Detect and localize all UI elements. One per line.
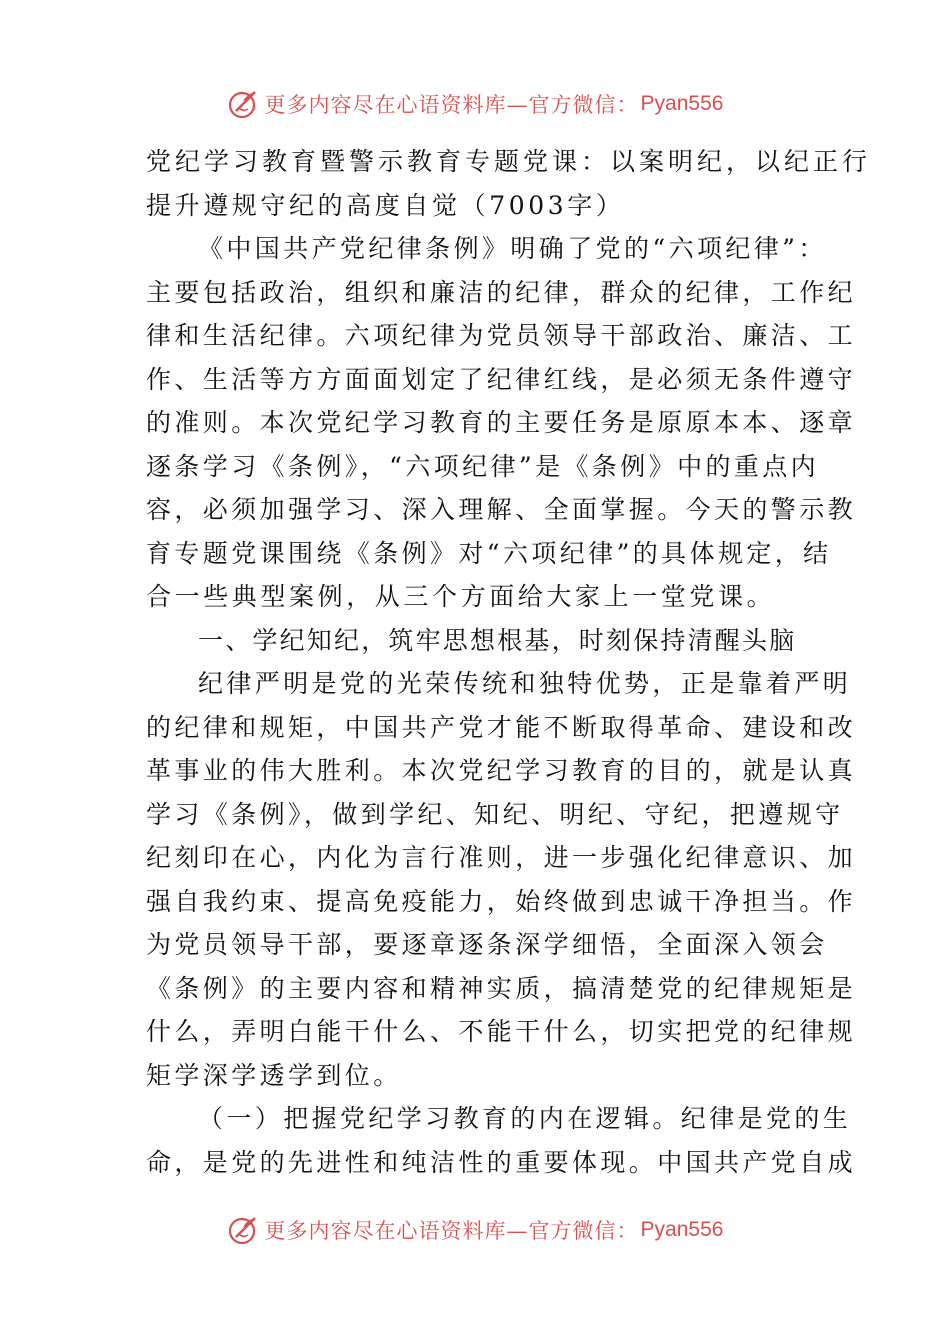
paragraph-2-line: 纪刻印在心，内化为言行准则，进一步强化纪律意识、加 <box>146 843 857 872</box>
quill-pen-icon <box>227 1213 261 1247</box>
paragraph-1-line: 《中国共产党纪律条例》明确了党的“六项纪律”： <box>198 234 827 263</box>
paragraph-2-line: 革事业的伟大胜利。本次党纪学习教育的目的，就是认真 <box>146 756 857 785</box>
paragraph-1-line: 作、生活等方方面面划定了纪律红线，是必须无条件遵守 <box>146 364 857 394</box>
document-body <box>146 140 872 1184</box>
paragraph-2-line: 强自我约束、提高免疫能力，始终做到忠诚干净担当。作 <box>146 886 857 916</box>
paragraph-2-line: 什么，弄明白能干什么、不能干什么，切实把党的纪律规 <box>146 1017 857 1046</box>
paragraph-3-line: （一）把握党纪学习教育的内在逻辑。纪律是党的生 <box>198 1104 852 1133</box>
paragraph-1-line: 的准则。本次党纪学习教育的主要任务是原原本本、逐章 <box>146 408 857 437</box>
title-line-2: 提升遵规守纪的高度自觉（7003字） <box>146 190 625 220</box>
paragraph-2-line: 学习《条例》，做到学纪、知纪、明纪、守纪，把遵规守 <box>146 799 844 829</box>
paragraph-2-line: 的纪律和规矩，中国共产党才能不断取得革命、建设和改 <box>146 712 857 742</box>
title-line-1: 党纪学习教育暨警示教育专题党课：以案明纪，以纪正行 <box>146 147 872 176</box>
watermark-text: 更多内容尽在心语资料库—官方微信： <box>264 1219 639 1243</box>
paragraph-1-line: 合一些典型案例，从三个方面给大家上一堂党课。 <box>146 582 776 611</box>
paragraph-1-line: 主要包括政治，组织和廉洁的纪律，群众的纪律，工作纪 <box>146 277 857 307</box>
paragraph-2-line: 为党员领导干部，要逐章逐条深学细悟，全面深入领会 <box>146 930 828 959</box>
section-heading-1: 一、学纪知纪，筑牢思想根基，时刻保持清醒头脑 <box>198 625 797 655</box>
paragraph-1-line: 容，必须加强学习、深入理解、全面掌握。今天的警示教 <box>146 495 857 524</box>
watermark-text: 更多内容尽在心语资料库—官方微信： <box>264 93 639 117</box>
paragraph-3-line: 命，是党的先进性和纯洁性的重要体现。中国共产党自成 <box>146 1147 857 1177</box>
watermark-footer <box>0 1210 950 1250</box>
paragraph-1-line: 育专题党课围绕《条例》对“六项纪律”的具体规定，结 <box>146 538 832 568</box>
paragraph-1-line: 逐条学习《条例》，“六项纪律”是《条例》中的重点内 <box>146 451 820 481</box>
watermark-wechat-id: Pyan556 <box>640 1218 724 1241</box>
paragraph-2-line: 纪律严明是党的光荣传统和独特优势，正是靠着严明 <box>198 669 852 698</box>
paragraph-2-line: 《条例》的主要内容和精神实质，搞清楚党的纪律规矩是 <box>146 973 857 1003</box>
paragraph-2-line: 矩学深学透学到位。 <box>146 1060 402 1090</box>
paragraph-1-line: 律和生活纪律。六项纪律为党员领导干部政治、廉洁、工 <box>146 321 857 350</box>
watermark-wechat-id: Pyan556 <box>640 92 724 115</box>
watermark-header <box>0 84 950 124</box>
quill-pen-icon <box>227 87 261 121</box>
